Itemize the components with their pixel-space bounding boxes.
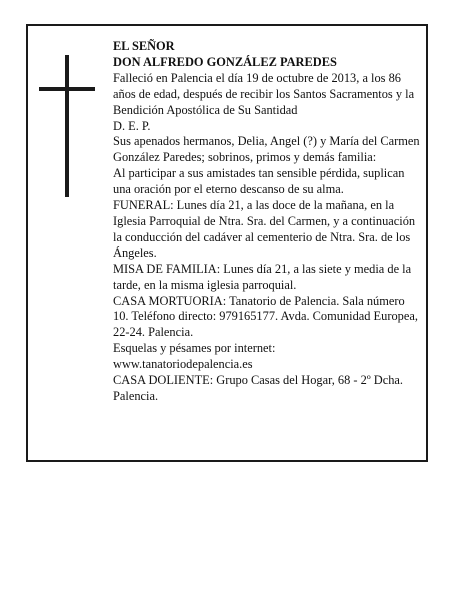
title: EL SEÑOR (113, 39, 175, 53)
mortuary-info: CASA MORTUORIA: Tanatorio de Palencia. Sala número 10. Teléfono directo: 979165177. Avda. Comunidad Europea, 22-24. Palencia. (113, 293, 418, 340)
cross-icon-vertical (65, 55, 69, 197)
family-list: Sus apenados hermanos, Delia, Angel (?) y María del Carmen González Paredes; sobrinos, primos y demás familia: (113, 134, 420, 165)
mourning-home-info: CASA DOLIENTE: Grupo Casas del Hogar, 68 - 2º Dcha. Palencia. (113, 373, 403, 403)
obituary-text (113, 39, 421, 405)
internet-label: Esquelas y pésames por internet: (113, 341, 276, 356)
funeral-info: FUNERAL: Lunes día 21, a las doce de la mañana, en la Iglesia Parroquial de Ntra. Sra. del Carmen, y a continuación la conducción del cadáver al cementerio de Ntra. Sra. de los Ángeles. (113, 198, 416, 260)
cross-icon-horizontal (39, 87, 95, 91)
deceased-name: DON ALFREDO GONZÁLEZ PAREDES (113, 54, 337, 69)
internet-url[interactable]: www.tanatoriodepalencia.es (113, 357, 253, 372)
family-mass-info: MISA DE FAMILIA: Lunes día 21, a las siete y media de la tarde, en la misma iglesia parroquial. (113, 261, 412, 292)
death-details: Falleció en Palencia el día 19 de octubre de 2013, a los 86 años de edad, después de recibir los Santos Sacramentos y la Bendición Apostólica de Su Santidad (113, 70, 415, 117)
prayer-request: Al participar a sus amistades tan sensible pérdida, suplican una oración por el eterno descanso de su alma. (113, 166, 405, 197)
rip: D. E. P. (113, 118, 151, 133)
